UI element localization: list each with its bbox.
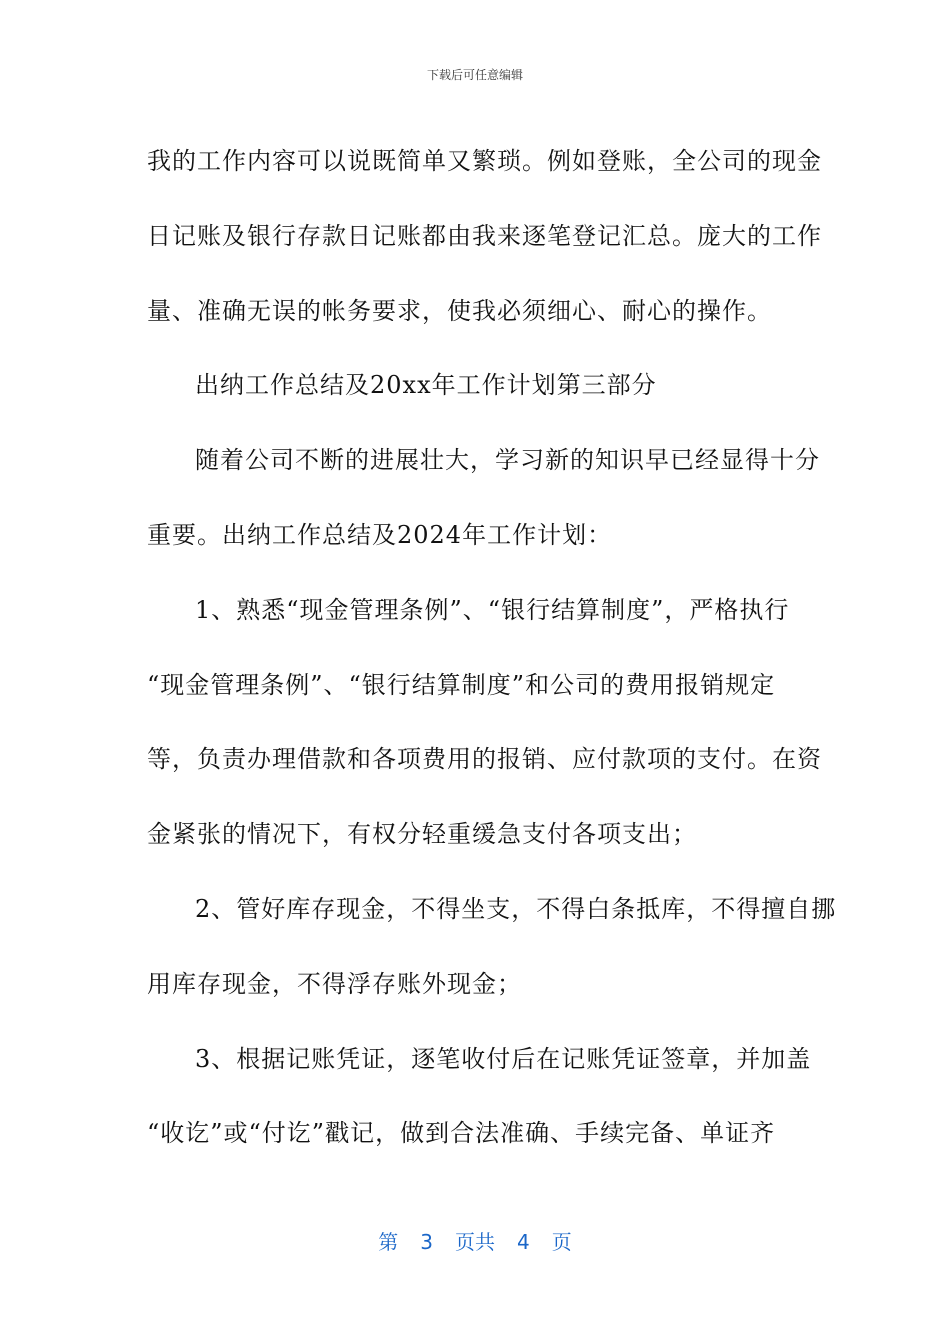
paragraph-line: 量、准确无误的帐务要求，使我必须细心、耐心的操作。 (147, 296, 772, 325)
list-item-line: 2、管好库存现金，不得坐支，不得白条抵库，不得擅自挪 (195, 894, 837, 923)
document-body (147, 124, 837, 1171)
page-footer (0, 1226, 950, 1255)
section-heading: 出纳工作总结及20xx年工作计划第三部分 (195, 371, 657, 400)
paragraph-line: “收讫”或“付讫”戳记，做到合法准确、手续完备、单证齐 (147, 1119, 776, 1148)
footer-prefix: 第 (378, 1230, 399, 1254)
paragraph-line: 日记账及银行存款日记账都由我来逐笔登记汇总。庞大的工作 (147, 221, 822, 250)
footer-suffix: 页 (551, 1230, 572, 1254)
paragraph-line: 重要。出纳工作总结及2024年工作计划： (147, 520, 613, 549)
paragraph-line: 随着公司不断的进展壮大，学习新的知识早已经显得十分 (195, 446, 820, 475)
footer-middle: 页共 (455, 1230, 495, 1254)
paragraph-line: 我的工作内容可以说既简单又繁琐。例如登账，全公司的现金 (147, 147, 822, 175)
paragraph-line: 等，负责办理借款和各项费用的报销、应付款项的支付。在资 (147, 745, 822, 774)
header-note: 下载后可任意编辑 (426, 68, 523, 82)
current-page-number: 3 (420, 1230, 433, 1254)
list-item-line: 1、熟悉“现金管理条例”、“银行结算制度”，严格执行 (195, 595, 790, 624)
paragraph-line: 用库存现金，不得浮存账外现金； (147, 969, 522, 998)
paragraph-line: “现金管理条例”、“银行结算制度”和公司的费用报销规定 (147, 670, 776, 699)
list-item-line: 3、根据记账凭证，逐笔收付后在记账凭证签章，并加盖 (195, 1044, 812, 1073)
total-pages-number: 4 (517, 1230, 530, 1254)
paragraph-line: 金紧张的情况下，有权分轻重缓急支付各项支出； (147, 820, 697, 849)
